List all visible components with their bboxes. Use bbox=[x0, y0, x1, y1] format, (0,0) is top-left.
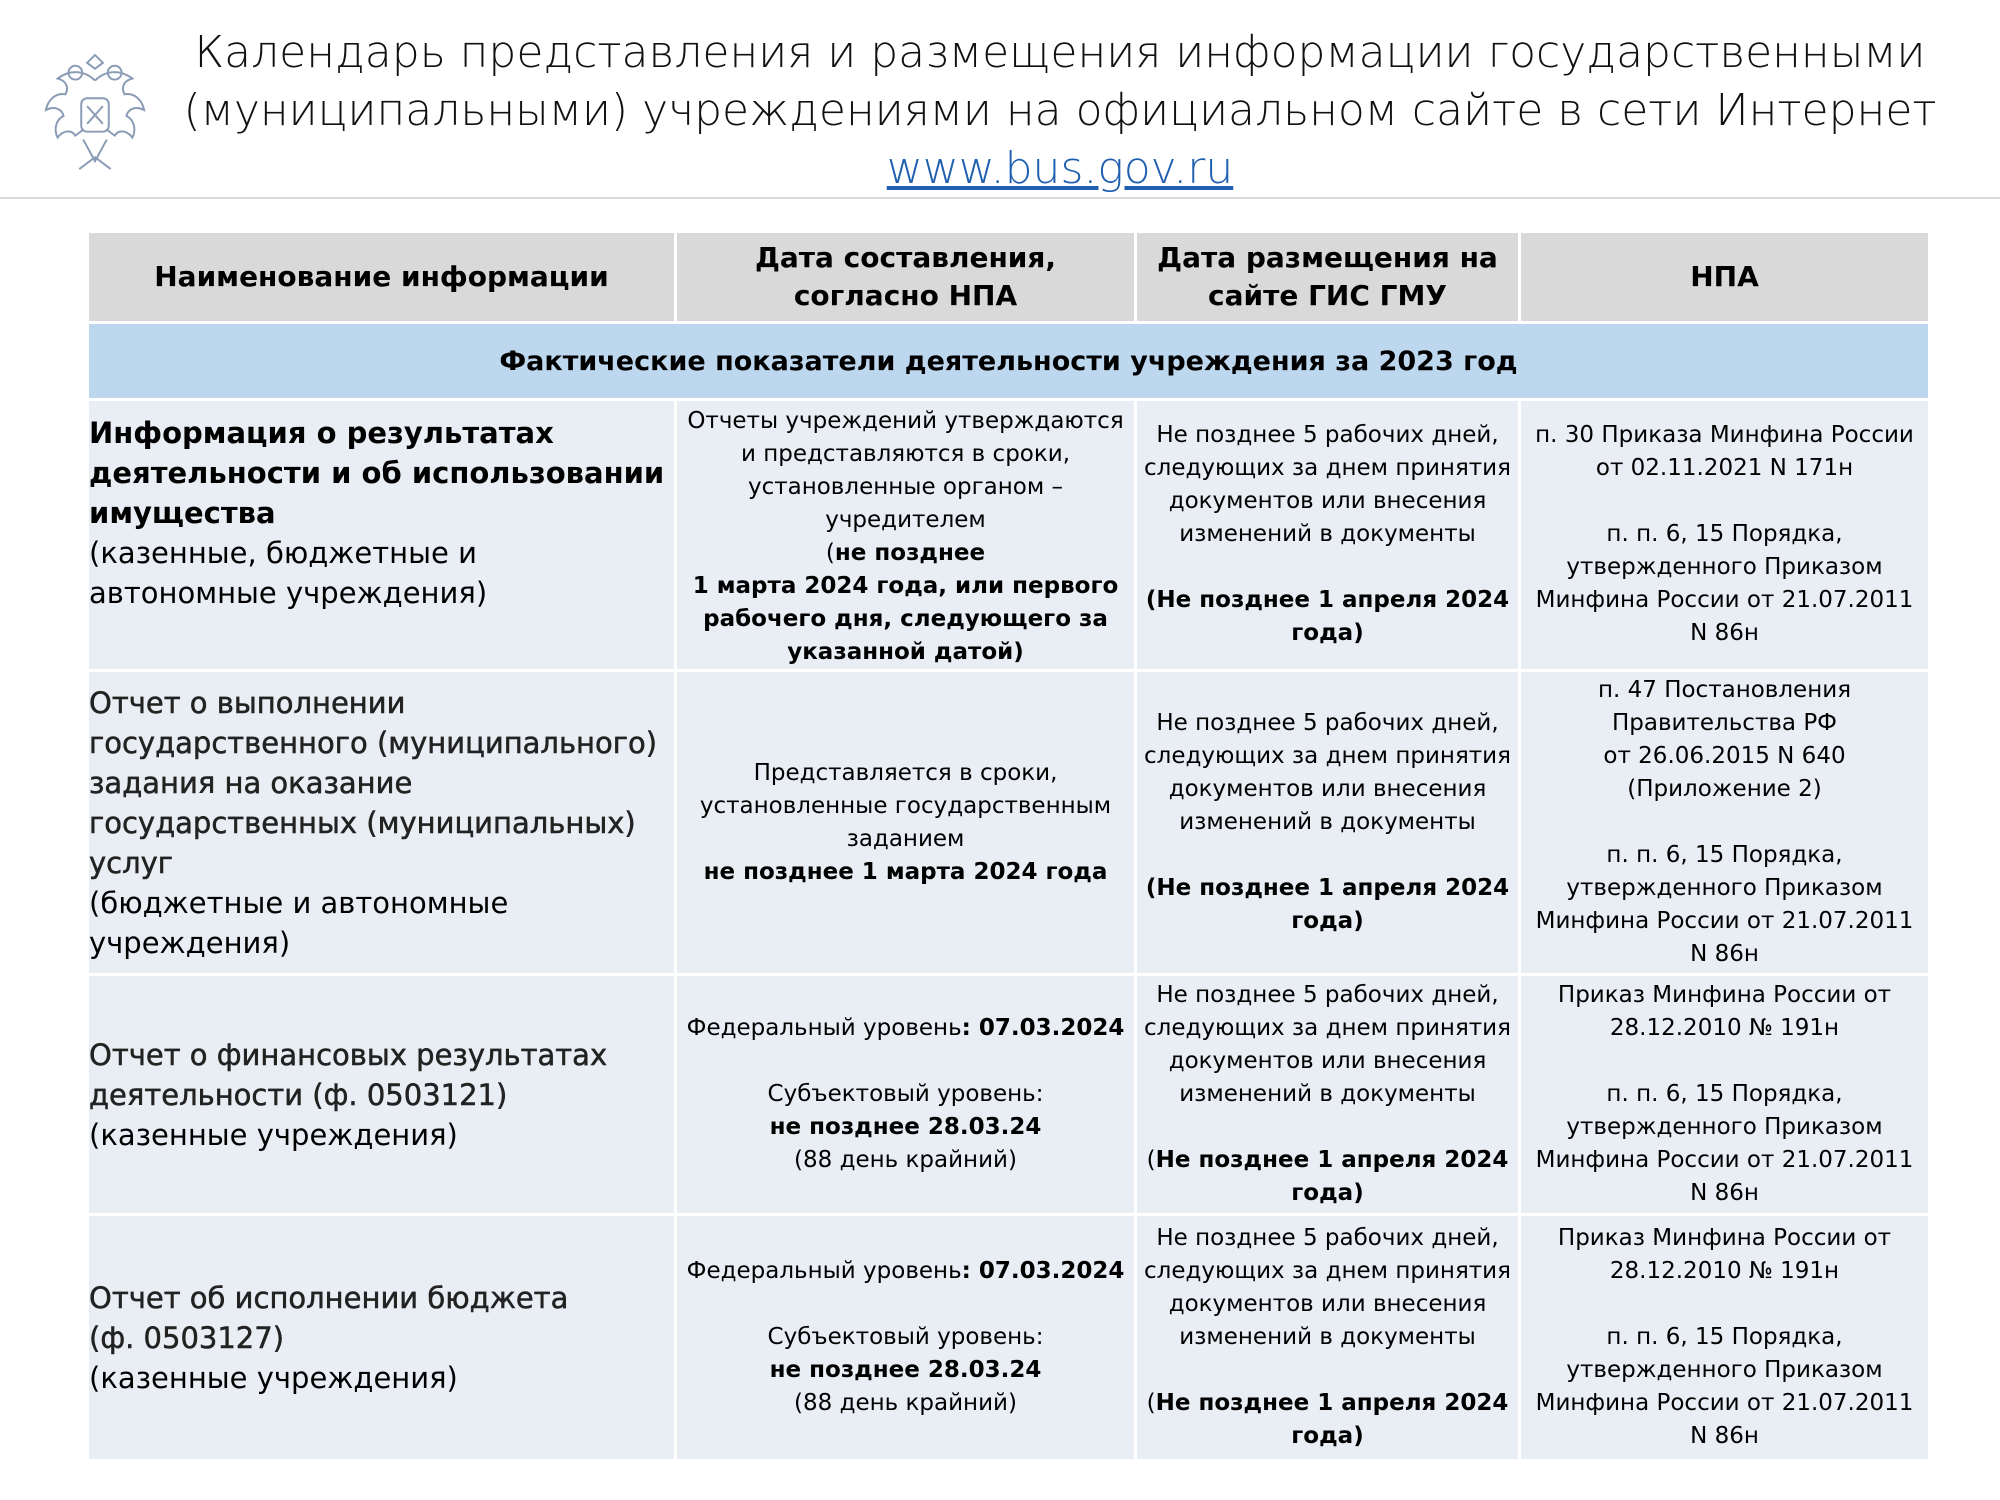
row-npa bbox=[1520, 671, 1930, 975]
npa-p1c: (Приложение 2) bbox=[1627, 776, 1822, 802]
table-row bbox=[88, 975, 1930, 1215]
row-name-sub: (казенные учреждения) bbox=[89, 1117, 458, 1152]
place-bold: (Не позднее 1 апреля 2024 года) bbox=[1145, 587, 1510, 646]
row-compile-date bbox=[676, 400, 1136, 671]
fed-label: Федеральный уровень bbox=[686, 1015, 962, 1041]
page-title bbox=[180, 24, 1940, 198]
row-name-title: Отчет о выполнении государственного (муниципального) задания на оказание государственных (муниципальных) услуг bbox=[89, 685, 658, 880]
row-place-date bbox=[1136, 671, 1520, 975]
row-name-title-1: Отчет об исполнении бюджета bbox=[89, 1280, 569, 1315]
double-headed-eagle-emblem-icon bbox=[36, 50, 154, 175]
header-compile-date: Дата составления, согласно НПА bbox=[676, 232, 1136, 323]
sub-label: Субъектовый уровень: bbox=[767, 1081, 1044, 1107]
header-divider bbox=[0, 197, 2000, 199]
npa-p1: п. 30 Приказа Минфина России от 02.11.2021 N 171н bbox=[1535, 422, 1914, 481]
header-row bbox=[88, 232, 1930, 323]
title-line-1: Календарь представления и размещения информации государственными bbox=[194, 27, 1926, 78]
row-npa bbox=[1520, 400, 1930, 671]
section-row bbox=[88, 323, 1930, 400]
row-name-title-2: (ф. 0503127) bbox=[89, 1320, 285, 1355]
table-row bbox=[88, 671, 1930, 975]
place-open: ( bbox=[1146, 1390, 1156, 1416]
sub-value: не позднее 28.03.24 bbox=[769, 1357, 1042, 1383]
npa-p1: Приказ Минфина России от 28.12.2010 № 191н bbox=[1557, 982, 1892, 1041]
npa-p1b: от 26.06.2015 N 640 bbox=[1603, 743, 1846, 769]
place-text: Не позднее 5 рабочих дней, следующих за днем принятия документов или внесения изменений в документы bbox=[1144, 982, 1511, 1107]
place-open: ( bbox=[1146, 1147, 1156, 1173]
compile-text: Представляется в сроки, установленные государственным заданием bbox=[699, 759, 1112, 852]
fed-value: : 07.03.2024 bbox=[961, 1015, 1125, 1041]
sub-value: не позднее 28.03.24 bbox=[769, 1114, 1042, 1140]
compile-open: ( bbox=[825, 540, 835, 566]
npa-p2: п. п. 6, 15 Порядка, утвержденного Приказом Минфина России от 21.07.2011 N 86н bbox=[1535, 521, 1914, 646]
compile-bold: не позднее 1 марта 2024 года bbox=[703, 858, 1108, 885]
npa-p1a: п. 47 Постановления Правительства РФ bbox=[1597, 677, 1852, 736]
sub-label: Субъектовый уровень: bbox=[767, 1324, 1044, 1350]
title-line-2: (муниципальными) учреждениями на официальном сайте в сети Интернет bbox=[183, 85, 1937, 136]
header-name: Наименование информации bbox=[88, 232, 676, 323]
row-name-sub: (казенные учреждения) bbox=[89, 1360, 458, 1395]
site-link[interactable]: www.bus.gov.ru bbox=[886, 143, 1234, 194]
place-bold: Не позднее 1 апреля 2024 года) bbox=[1155, 1390, 1509, 1449]
header-npa: НПА bbox=[1520, 232, 1930, 323]
row-place-date bbox=[1136, 975, 1520, 1215]
row-npa bbox=[1520, 975, 1930, 1215]
fed-label: Федеральный уровень bbox=[686, 1258, 962, 1284]
row-name bbox=[88, 1215, 676, 1461]
header-place-date: Дата размещения на сайте ГИС ГМУ bbox=[1136, 232, 1520, 323]
compile-text: Отчеты учреждений утверждаются и представляются в сроки, установленные органом – учредителем bbox=[687, 408, 1124, 533]
row-place-date bbox=[1136, 1215, 1520, 1461]
fed-value: : 07.03.2024 bbox=[961, 1258, 1125, 1284]
section-title: Фактические показатели деятельности учреждения за 2023 год bbox=[88, 323, 1930, 400]
row-npa bbox=[1520, 1215, 1930, 1461]
place-bold: (Не позднее 1 апреля 2024 года) bbox=[1145, 875, 1510, 934]
row-name-title: Информация о результатах деятельности и об использовании имущества bbox=[89, 416, 665, 530]
place-text: Не позднее 5 рабочих дней, следующих за днем принятия документов или внесения изменений в документы bbox=[1144, 422, 1511, 547]
row-name bbox=[88, 975, 676, 1215]
row-name-title: Отчет о финансовых результатах деятельности (ф. 0503121) bbox=[89, 1037, 608, 1112]
row-place-date bbox=[1136, 400, 1520, 671]
row-compile-date bbox=[676, 671, 1136, 975]
table-row bbox=[88, 400, 1930, 671]
row-name-sub: (бюджетные и автономные учреждения) bbox=[89, 885, 509, 960]
row-compile-date bbox=[676, 975, 1136, 1215]
deadline-note: (88 день крайний) bbox=[794, 1147, 1017, 1173]
row-name bbox=[88, 400, 676, 671]
row-compile-date bbox=[676, 1215, 1136, 1461]
npa-p1: Приказ Минфина России от 28.12.2010 № 191н bbox=[1557, 1225, 1892, 1284]
npa-p2: п. п. 6, 15 Порядка, утвержденного Приказом Минфина России от 21.07.2011 N 86н bbox=[1535, 1324, 1914, 1449]
deadline-note: (88 день крайний) bbox=[794, 1390, 1017, 1416]
place-text: Не позднее 5 рабочих дней, следующих за днем принятия документов или внесения изменений в документы bbox=[1144, 710, 1511, 835]
compile-bold-2: 1 марта 2024 года, или первого рабочего дня, следующего за указанной датой) bbox=[692, 573, 1119, 665]
place-bold: Не позднее 1 апреля 2024 года) bbox=[1155, 1147, 1509, 1206]
row-name bbox=[88, 671, 676, 975]
compile-bold-1: не позднее bbox=[834, 540, 986, 566]
row-name-sub: (казенные, бюджетные и автономные учреждения) bbox=[89, 536, 488, 610]
calendar-table bbox=[86, 230, 1931, 1462]
table-row bbox=[88, 1215, 1930, 1461]
npa-p2: п. п. 6, 15 Порядка, утвержденного Приказом Минфина России от 21.07.2011 N 86н bbox=[1535, 842, 1914, 967]
place-text: Не позднее 5 рабочих дней, следующих за днем принятия документов или внесения изменений в документы bbox=[1144, 1225, 1511, 1350]
npa-p2: п. п. 6, 15 Порядка, утвержденного Приказом Минфина России от 21.07.2011 N 86н bbox=[1535, 1081, 1914, 1206]
